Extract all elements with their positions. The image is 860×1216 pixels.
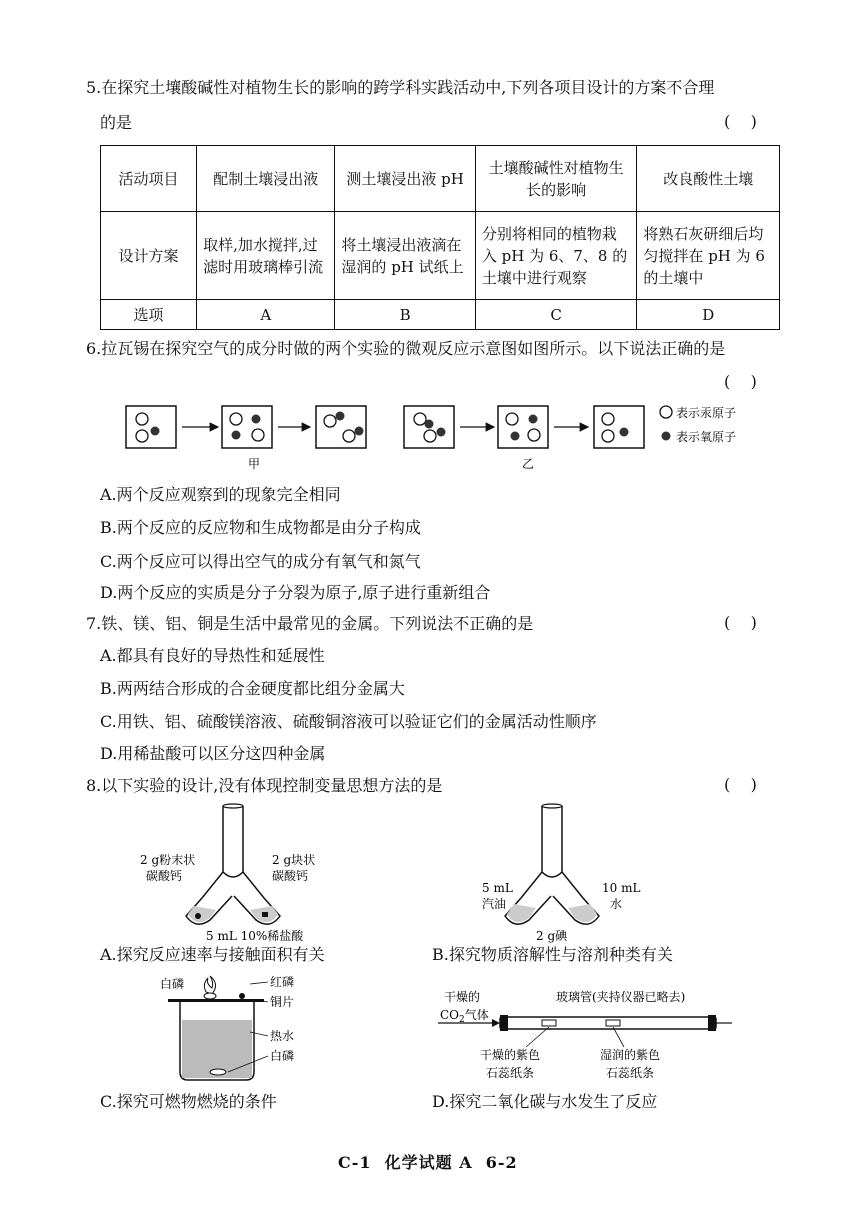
q6-stem: 6.拉瓦锡在探究空气的成分时做的两个实验的微观反应示意图如图所示。以下说法正确的是: [86, 339, 726, 358]
q7-stem: 7.铁、镁、铝、铜是生活中最常见的金属。下列说法不正确的是: [86, 614, 534, 633]
q8b-right-label-2: 水: [610, 897, 623, 911]
mercury-atom-icon: [660, 406, 672, 418]
option-a[interactable]: A: [197, 300, 335, 330]
page-footer: C-1 化学试题 A 6-2: [338, 1153, 518, 1172]
q8b-left-label-1: 5 mL: [482, 881, 513, 895]
q5-answer-paren[interactable]: ( ): [724, 112, 757, 131]
q8a-left-label-2: 碳酸钙: [146, 869, 183, 883]
q8b-y-tube-diagram: [470, 800, 690, 948]
q6-reaction-diagram: [100, 398, 780, 476]
q8b-bottom-label: 2 g碘: [536, 929, 568, 943]
yi-box-2: [498, 406, 548, 448]
project-a: 配制土壤浸出液: [197, 146, 335, 212]
legend-mercury: 表示汞原子: [676, 406, 737, 420]
q8c-hot-water: 热水: [270, 1029, 295, 1043]
q8d-gas-label-2: CO: [440, 1008, 460, 1022]
oxygen-atom-icon: [662, 432, 671, 441]
q8d-gas-label-3: 气体: [464, 1008, 489, 1022]
project-c: 土壤酸碱性对植物生长的影响: [475, 146, 637, 212]
q8a-right-label-1: 2 g块状: [272, 853, 316, 867]
legend-oxygen: 表示氧原子: [676, 430, 737, 444]
option-d[interactable]: D: [637, 300, 780, 330]
q8a-left-label-1: 2 g粉末状: [140, 853, 196, 867]
q8-stem: 8.以下实验的设计,没有体现控制变量思想方法的是: [86, 776, 443, 795]
q8c-beaker-diagram: [140, 970, 340, 1088]
q8a-caption[interactable]: A.探究反应速率与接触面积有关: [100, 945, 325, 964]
q7-option-d[interactable]: D.用稀盐酸可以区分这四种金属: [100, 744, 326, 763]
q8d-caption[interactable]: D.探究二氧化碳与水发生了反应: [432, 1092, 658, 1111]
q7-option-a[interactable]: A.都具有良好的导热性和延展性: [100, 646, 325, 665]
q8d-right-label-2: 石蕊纸条: [606, 1066, 655, 1080]
q8b-left-label-2: 汽油: [482, 897, 507, 911]
jia-box-2: [222, 406, 272, 448]
row-header-plan: 设计方案: [101, 212, 197, 300]
q5-stem-line1: 5.在探究土壤酸碱性对植物生长的影响的跨学科实践活动中,下列各项目设计的方案不合理: [86, 78, 715, 97]
q8a-right-label-2: 碳酸钙: [272, 869, 309, 883]
label-jia: 甲: [248, 457, 261, 471]
q6-option-b[interactable]: B.两个反应的反应物和生成物都是由分子构成: [100, 518, 421, 537]
row-header-option: 选项: [101, 300, 197, 330]
jia-box-3: [316, 406, 366, 448]
yi-box-1: [404, 406, 454, 448]
q8c-copper-plate: 铜片: [270, 995, 295, 1009]
option-c[interactable]: C: [475, 300, 637, 330]
q7-option-b[interactable]: B.两两结合形成的合金硬度都比组分金属大: [100, 679, 405, 698]
q8c-white-phosphorus-bottom: 白磷: [270, 1049, 295, 1063]
plan-c: 分别将相同的植物栽入 pH 为 6、7、8 的土壤中进行观察: [475, 212, 637, 300]
q6-answer-paren[interactable]: ( ): [724, 372, 757, 391]
q6-option-c[interactable]: C.两个反应可以得出空气的成分有氧气和氮气: [100, 552, 421, 571]
q8d-gas-subscript: 2: [459, 1015, 465, 1025]
svg-text:CO2气体: [440, 1007, 489, 1025]
q6-option-d[interactable]: D.两个反应的实质是分子分裂为原子,原子进行重新组合: [100, 583, 491, 602]
q8d-glass-tube-diagram: [436, 985, 736, 1085]
q8d-left-label-1: 干燥的紫色: [480, 1048, 541, 1062]
q8d-left-label-2: 石蕊纸条: [486, 1066, 535, 1080]
jia-box-1: [126, 406, 176, 448]
option-b[interactable]: B: [335, 300, 475, 330]
q5-table: [100, 145, 780, 330]
yi-box-3: [594, 406, 644, 448]
q8c-white-phosphorus-top: 白磷: [160, 977, 185, 991]
plan-b: 将土壤浸出液滴在湿润的 pH 试纸上: [335, 212, 475, 300]
project-b: 测土壤浸出液 pH: [335, 146, 475, 212]
q8c-caption[interactable]: C.探究可燃物燃烧的条件: [100, 1092, 277, 1111]
q8a-bottom-label: 5 mL 10%稀盐酸: [206, 929, 304, 943]
q8-answer-paren[interactable]: ( ): [724, 775, 757, 794]
q7-option-c[interactable]: C.用铁、铝、硫酸镁溶液、硫酸铜溶液可以验证它们的金属活动性顺序: [100, 712, 597, 731]
q5-stem-line2: 的是: [100, 113, 133, 132]
project-d: 改良酸性土壤: [637, 146, 780, 212]
plan-d: 将熟石灰研细后均匀搅拌在 pH 为 6 的土壤中: [637, 212, 780, 300]
q8d-right-label-1: 湿润的紫色: [600, 1048, 661, 1062]
row-header-project: 活动项目: [101, 146, 197, 212]
q7-answer-paren[interactable]: ( ): [724, 613, 757, 632]
q8c-red-phosphorus: 红磷: [270, 975, 295, 989]
q8d-gas-label-1: 干燥的: [444, 990, 481, 1004]
label-yi: 乙: [522, 457, 535, 471]
q6-option-a[interactable]: A.两个反应观察到的现象完全相同: [100, 485, 341, 504]
q8b-right-label-1: 10 mL: [602, 881, 641, 895]
q8d-tube-label: 玻璃管(夹持仪器已略去): [556, 990, 686, 1004]
q8a-y-tube-diagram: [120, 800, 360, 948]
q8b-caption[interactable]: B.探究物质溶解性与溶剂种类有关: [432, 945, 673, 964]
plan-a: 取样,加水搅拌,过滤时用玻璃棒引流: [197, 212, 335, 300]
